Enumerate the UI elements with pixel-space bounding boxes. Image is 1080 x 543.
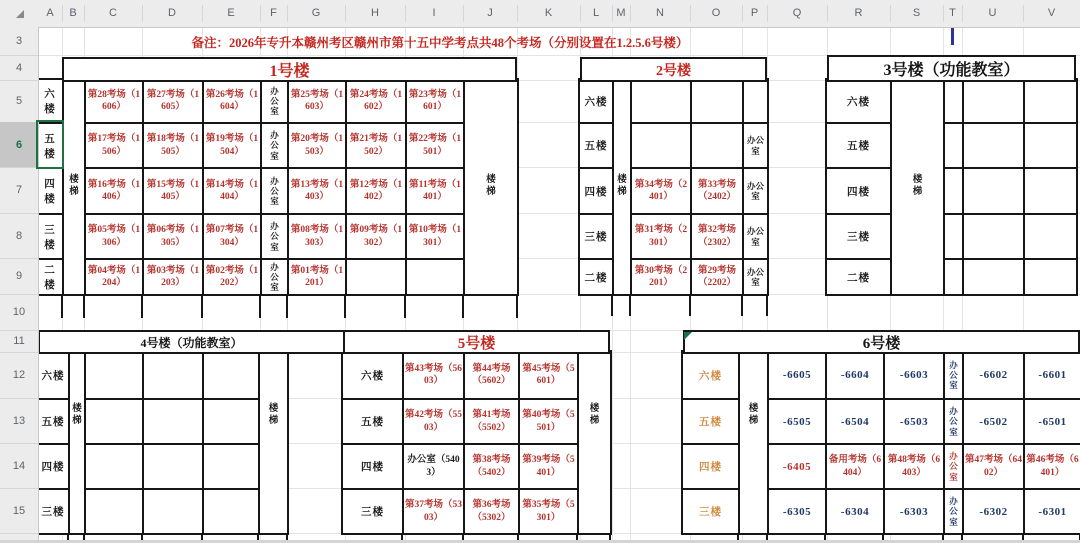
row-header-8[interactable]: 8 <box>15 229 23 242</box>
floor-label-cell[interactable]: 六楼 <box>41 370 65 382</box>
column-header-separator <box>580 5 581 22</box>
stair-cell[interactable] <box>577 352 610 533</box>
exam-room-cell[interactable]: 第01考场（1201） <box>287 258 345 294</box>
office-cell-text: 办公室 <box>949 451 958 482</box>
exam-room-cell[interactable]: 第40考场（5501） <box>518 398 577 443</box>
empty-cell[interactable] <box>1023 80 1076 122</box>
building-6-title[interactable]: 6号楼 <box>683 330 1080 354</box>
room-number-cell[interactable]: -6603 <box>883 352 943 398</box>
empty-cell[interactable] <box>202 443 258 488</box>
exam-room-cell[interactable]: 第32考场（2302） <box>690 213 742 258</box>
office-cell-text: 办公室 <box>949 359 958 391</box>
table-stub-line <box>942 533 944 540</box>
exam-room-cell[interactable]: 第16考场（1406） <box>84 167 142 213</box>
building-3-title[interactable]: 3号楼（功能教室） <box>827 55 1076 82</box>
row-header-14[interactable]: 14 <box>12 459 26 472</box>
column-header-separator <box>142 5 143 22</box>
column-header-Q[interactable]: Q <box>792 7 802 19</box>
column-header-K[interactable]: K <box>544 7 553 19</box>
room-number-cell[interactable]: -6501 <box>1023 398 1080 443</box>
room-number-cell[interactable]: -6602 <box>962 352 1023 398</box>
table-stub-line <box>404 294 406 318</box>
column-header-separator <box>84 5 85 22</box>
column-header-T[interactable]: T <box>949 7 956 19</box>
floor-label-cell[interactable]: 四楼 <box>38 167 62 213</box>
table-stub-line <box>286 533 288 540</box>
table-stub-line <box>257 533 259 540</box>
empty-cell[interactable] <box>405 258 463 294</box>
empty-cell[interactable] <box>84 352 142 398</box>
office-cell[interactable]: 办公室（5403） <box>402 443 463 488</box>
room-number-cell[interactable]: -6502 <box>962 398 1023 443</box>
column-header-O[interactable]: O <box>711 7 721 19</box>
building-5-title[interactable]: 5号楼 <box>343 330 610 354</box>
table-stub-line <box>824 533 826 540</box>
table-stub-line <box>344 294 346 318</box>
exam-room-cell[interactable]: 第48考场（6403） <box>883 443 943 488</box>
column-header-M[interactable]: M <box>616 7 626 19</box>
empty-cell[interactable] <box>962 122 1023 167</box>
stair-cell-text: 楼梯 <box>69 175 79 197</box>
stair-cell[interactable] <box>258 352 287 533</box>
exam-room-cell[interactable]: 第14考场（1404） <box>202 167 260 213</box>
table-stub-line <box>141 533 143 540</box>
exam-room-cell[interactable]: 第23考场（1601） <box>405 80 463 122</box>
table-stub-line <box>1022 533 1024 540</box>
column-header-strip <box>0 0 1080 28</box>
empty-cell[interactable] <box>84 443 142 488</box>
table-stub-line <box>201 294 203 318</box>
building-4-title[interactable]: 4号楼（功能教室） <box>38 330 345 354</box>
column-header-P[interactable]: P <box>750 7 759 19</box>
column-header-separator <box>517 5 518 22</box>
empty-cell[interactable] <box>1023 167 1076 213</box>
row-header-13[interactable]: 13 <box>12 414 26 427</box>
floor-label-cell[interactable]: 四楼 <box>38 443 68 488</box>
row-header-separator <box>0 55 38 56</box>
table-stub-line <box>961 533 963 540</box>
office-cell[interactable] <box>943 488 962 533</box>
exam-room-cell[interactable]: 备用考场（6404） <box>825 443 883 488</box>
row-header-separator <box>0 533 38 534</box>
empty-cell[interactable] <box>962 80 1023 122</box>
empty-cell[interactable] <box>943 80 962 122</box>
floor-label-cell[interactable]: 五楼 <box>343 398 402 443</box>
office-cell[interactable] <box>943 352 962 398</box>
row-header-separator <box>0 443 38 444</box>
exam-room-cell[interactable]: 第05考场（1306） <box>84 213 142 258</box>
floor-label-cell[interactable]: 二楼 <box>580 258 612 294</box>
column-header-I[interactable]: I <box>432 7 436 19</box>
row-header-strip <box>0 27 39 543</box>
column-header-separator <box>202 5 203 22</box>
office-cell-text: 办公室 <box>949 406 958 437</box>
room-number-cell[interactable]: -6304 <box>825 488 883 533</box>
column-header-L[interactable]: L <box>592 7 600 19</box>
office-cell[interactable]: 办公室 <box>742 167 767 213</box>
building-6-table <box>681 350 1080 535</box>
empty-cell[interactable] <box>142 398 202 443</box>
exam-room-cell[interactable]: 第43考场（5603） <box>402 352 463 398</box>
exam-room-cell[interactable]: 第33考场（2402） <box>690 167 742 213</box>
row-header-7[interactable]: 7 <box>15 184 23 196</box>
stair-cell-text: 楼梯 <box>912 175 923 197</box>
office-cell[interactable]: 办公室 <box>742 258 767 294</box>
column-header-separator <box>630 5 631 22</box>
floor-label-cell[interactable]: 三楼 <box>580 213 612 258</box>
column-header-J[interactable]: J <box>487 7 493 19</box>
exam-room-cell[interactable]: 第29考场（2202） <box>690 258 742 294</box>
column-header-D[interactable]: D <box>168 7 176 19</box>
room-number-cell[interactable]: -6505 <box>767 398 825 443</box>
floor-label-cell[interactable]: 四楼 <box>827 167 890 213</box>
floor-label-cell[interactable]: 五楼 <box>38 398 68 443</box>
stair-cell-text: 楼梯 <box>268 404 279 426</box>
table-stub-line <box>611 294 613 316</box>
floor-label-cell[interactable]: 二楼 <box>38 258 62 294</box>
table-stub-line <box>576 533 578 540</box>
room-number-cell[interactable]: -6301 <box>1023 488 1080 533</box>
floor-label-cell[interactable]: 六楼 <box>699 370 722 382</box>
column-header-separator <box>690 5 691 22</box>
row-header-5[interactable]: 5 <box>15 95 23 107</box>
floor-label-cell[interactable]: 四楼 <box>683 443 738 488</box>
floor-label-cell[interactable]: 四楼 <box>580 167 612 213</box>
empty-cell[interactable] <box>630 80 690 122</box>
row-header-separator <box>0 488 38 489</box>
room-number-cell[interactable]: -6601 <box>1023 352 1080 398</box>
table-stub-line <box>201 533 203 540</box>
empty-cell[interactable] <box>1023 213 1076 258</box>
row-header-separator <box>0 352 38 353</box>
floor-label-cell[interactable]: 五楼 <box>827 122 890 167</box>
exam-room-cell[interactable]: 第42考场（5503） <box>402 398 463 443</box>
exam-room-cell[interactable]: 第35考场（5301） <box>518 488 577 533</box>
column-header-separator <box>767 5 768 22</box>
exam-room-cell[interactable]: 第37考场（5303） <box>402 488 463 533</box>
floor-label-cell[interactable]: 三楼 <box>38 213 62 258</box>
exam-room-cell[interactable]: 第39考场（5401） <box>518 443 577 488</box>
empty-cell[interactable] <box>943 213 962 258</box>
table-stub-line <box>609 533 611 540</box>
exam-room-cell[interactable]: 第44考场（5602） <box>463 352 518 398</box>
table-stub-line <box>83 533 85 540</box>
floor-label-cell[interactable]: 六楼 <box>44 89 56 115</box>
exam-room-cell[interactable]: 第30考场（2201） <box>630 258 690 294</box>
empty-cell[interactable] <box>962 167 1023 213</box>
exam-note: 备注：2026年专升本赣州考区赣州市第十五中学考点共48个考场（分别设置在1.2.5.6号楼） <box>191 36 689 50</box>
column-header-H[interactable]: H <box>371 7 379 19</box>
stair-cell-text: 楼梯 <box>748 404 759 426</box>
column-header-separator <box>742 5 743 22</box>
table-stub-line <box>741 294 743 316</box>
floor-label-cell[interactable]: 六楼 <box>584 96 608 108</box>
exam-room-cell[interactable]: 第08考场（1303） <box>287 213 345 258</box>
empty-cell[interactable] <box>202 352 258 398</box>
building-2-title[interactable]: 2号楼 <box>580 57 767 82</box>
column-header-V[interactable]: V <box>1047 7 1056 19</box>
exam-room-cell[interactable]: 第12考场（1402） <box>345 167 405 213</box>
column-header-R[interactable]: R <box>854 7 863 19</box>
stair-cell[interactable] <box>62 80 84 294</box>
exam-room-cell[interactable]: 第31考场（2301） <box>630 213 690 258</box>
empty-cell[interactable] <box>202 488 258 533</box>
room-number-cell[interactable]: -6405 <box>767 443 825 488</box>
row-header-separator <box>0 294 38 295</box>
exam-room-cell[interactable]: 第27考场（1605） <box>142 80 202 122</box>
table-stub-line <box>259 294 261 318</box>
column-header-U[interactable]: U <box>988 7 997 19</box>
column-header-separator <box>612 5 613 22</box>
row-header-11[interactable]: 11 <box>13 335 25 347</box>
exam-room-cell[interactable]: 第03考场（1203） <box>142 258 202 294</box>
empty-cell[interactable] <box>202 398 258 443</box>
column-header-separator <box>943 5 944 22</box>
stair-cell[interactable] <box>890 80 943 294</box>
building-1-table <box>36 78 519 296</box>
empty-cell[interactable] <box>84 488 142 533</box>
office-cell[interactable] <box>260 80 287 122</box>
row-header-6[interactable]: 6 <box>0 122 38 167</box>
building-2-table <box>578 78 769 296</box>
empty-cell[interactable] <box>943 167 962 213</box>
empty-cell[interactable] <box>142 352 202 398</box>
room-number-cell[interactable]: -6305 <box>767 488 825 533</box>
table-stub-line <box>61 294 63 318</box>
empty-cell[interactable] <box>630 122 690 167</box>
column-header-C[interactable]: C <box>109 7 117 19</box>
row-header-separator <box>0 167 38 168</box>
floor-label-cell[interactable]: 六楼 <box>361 370 384 382</box>
row-header-12[interactable]: 12 <box>12 369 26 381</box>
exam-room-cell[interactable]: 第04考场（1204） <box>84 258 142 294</box>
empty-cell[interactable] <box>1023 122 1076 167</box>
exam-room-cell[interactable]: 第26考场（1604） <box>202 80 260 122</box>
empty-cell[interactable] <box>690 122 742 167</box>
table-stub-line <box>629 294 631 316</box>
row-header-separator <box>0 80 38 81</box>
exam-room-cell[interactable]: 第25考场（1603） <box>287 80 345 122</box>
office-cell-text: 办公室 <box>270 85 279 117</box>
column-header-separator <box>890 5 891 22</box>
exam-room-cell[interactable]: 第02考场（1202） <box>202 258 260 294</box>
floor-label-cell[interactable]: 三楼 <box>343 488 402 533</box>
stair-cell[interactable] <box>68 352 84 533</box>
office-cell[interactable] <box>260 213 287 258</box>
column-header-separator <box>1023 5 1024 22</box>
floor-label-cell[interactable]: 三楼 <box>683 488 738 533</box>
exam-room-cell[interactable]: 第47考场（6402） <box>962 443 1023 488</box>
cell-comment-marker-icon <box>684 332 692 340</box>
office-cell[interactable] <box>260 122 287 167</box>
empty-cell[interactable] <box>1023 258 1076 294</box>
table-stub-line <box>141 294 143 318</box>
table-stub-line <box>401 533 403 540</box>
exam-room-cell[interactable]: 第15考场（1405） <box>142 167 202 213</box>
exam-room-cell[interactable]: 第21考场（1502） <box>345 122 405 167</box>
exam-room-cell[interactable]: 第36考场（5302） <box>463 488 518 533</box>
stair-cell[interactable] <box>463 80 517 294</box>
column-header-E[interactable]: E <box>227 7 235 19</box>
row-header-separator <box>0 398 38 399</box>
table-stub-line <box>689 294 691 316</box>
column-header-B[interactable]: B <box>69 7 77 19</box>
column-header-F[interactable]: F <box>270 7 277 19</box>
table-stub-line <box>83 294 85 318</box>
exam-room-cell[interactable]: 第20考场（1503） <box>287 122 345 167</box>
column-header-separator <box>62 5 63 22</box>
office-cell-text: 办公室 <box>270 130 279 161</box>
office-cell[interactable] <box>260 258 287 294</box>
column-header-separator <box>827 5 828 22</box>
table-stub-line <box>516 294 518 318</box>
room-number-cell[interactable]: -6504 <box>825 398 883 443</box>
room-number-cell[interactable]: -6303 <box>883 488 943 533</box>
table-stub-line <box>286 294 288 318</box>
stair-cell-text: 楼梯 <box>486 175 496 197</box>
stair-cell-text: 楼梯 <box>617 175 627 197</box>
row-header-15[interactable]: 15 <box>12 504 26 517</box>
exam-room-cell[interactable]: 第17考场（1506） <box>84 122 142 167</box>
exam-room-cell[interactable]: 第41考场（5502） <box>463 398 518 443</box>
floor-label-cell[interactable]: 三楼 <box>38 488 68 533</box>
office-cell-text: 办公室 <box>270 261 279 293</box>
building-5-table <box>341 350 612 535</box>
table-stub-line <box>766 294 768 316</box>
office-cell-text: 办公室 <box>949 496 958 527</box>
stair-cell-text: 楼梯 <box>589 404 600 426</box>
empty-cell[interactable] <box>84 398 142 443</box>
floor-label-cell[interactable]: 四楼 <box>343 443 402 488</box>
empty-cell[interactable] <box>142 443 202 488</box>
empty-cell[interactable] <box>943 122 962 167</box>
column-header-N[interactable]: N <box>656 7 664 19</box>
exam-room-cell[interactable]: 第07考场（1304） <box>202 213 260 258</box>
table-stub-line <box>462 294 464 318</box>
floor-label-cell[interactable]: 六楼 <box>847 96 870 108</box>
table-stub-line <box>67 533 69 540</box>
empty-cell[interactable] <box>742 80 767 122</box>
exam-room-cell[interactable]: 第10考场（1301） <box>405 213 463 258</box>
row-header-9[interactable]: 9 <box>15 270 23 282</box>
stair-cell[interactable] <box>738 352 767 533</box>
exam-room-cell[interactable]: 第09考场（1302） <box>345 213 405 258</box>
exam-room-cell[interactable]: 第11考场（1401） <box>405 167 463 213</box>
room-number-cell[interactable]: -6503 <box>883 398 943 443</box>
table-stub-line <box>462 533 464 540</box>
exam-room-cell[interactable]: 第19考场（1504） <box>202 122 260 167</box>
floor-label-cell[interactable]: 五楼 <box>683 398 738 443</box>
column-header-separator <box>463 5 464 22</box>
floor-label-cell[interactable]: 五楼 <box>580 122 612 167</box>
floor-label-cell[interactable]: 五楼 <box>38 122 62 167</box>
building-4-table <box>36 350 289 535</box>
empty-cell[interactable] <box>142 488 202 533</box>
row-header-10[interactable]: 10 <box>12 306 26 318</box>
column-header-separator <box>260 5 261 22</box>
empty-cell[interactable] <box>962 213 1023 258</box>
column-header-G[interactable]: G <box>311 7 321 19</box>
exam-room-cell[interactable]: 第28考场（1606） <box>84 80 142 122</box>
row-header-separator <box>0 330 38 331</box>
row-header-3[interactable]: 3 <box>15 35 23 47</box>
office-cell-text: 办公室 <box>270 175 279 207</box>
office-cell[interactable] <box>943 398 962 443</box>
office-cell[interactable]: 办公室 <box>742 213 767 258</box>
exam-room-cell[interactable]: 第45考场（5601） <box>518 352 577 398</box>
stair-cell[interactable] <box>612 80 630 294</box>
building-3-table <box>825 78 1078 296</box>
column-header-separator <box>345 5 346 22</box>
floor-label-cell[interactable]: 三楼 <box>827 213 890 258</box>
office-cell[interactable] <box>943 443 962 488</box>
office-cell[interactable] <box>260 167 287 213</box>
office-cell-text: 办公室 <box>270 221 279 252</box>
table-stub-line <box>882 533 884 540</box>
exam-room-cell[interactable]: 第18考场（1505） <box>142 122 202 167</box>
select-all-icon[interactable] <box>16 10 24 18</box>
exam-room-cell[interactable]: 第46考场（6401） <box>1023 443 1080 488</box>
empty-cell[interactable] <box>345 258 405 294</box>
column-header-separator <box>287 5 288 22</box>
empty-cell[interactable] <box>962 258 1023 294</box>
column-header-separator <box>962 5 963 22</box>
exam-room-cell[interactable]: 第22考场（1501） <box>405 122 463 167</box>
room-number-cell[interactable]: -6302 <box>962 488 1023 533</box>
building-1-title[interactable]: 1号楼 <box>62 57 517 82</box>
empty-cell[interactable] <box>943 258 962 294</box>
cell-cursor <box>951 28 954 45</box>
column-header-S[interactable]: S <box>912 7 921 19</box>
room-number-cell[interactable]: -6605 <box>767 352 825 398</box>
exam-room-cell[interactable]: 第34考场（2401） <box>630 167 690 213</box>
exam-room-cell[interactable]: 第13考场（1403） <box>287 167 345 213</box>
table-stub-line <box>517 533 519 540</box>
row-header-4[interactable]: 4 <box>15 61 23 74</box>
floor-label-cell[interactable]: 二楼 <box>827 258 890 294</box>
table-stub-line <box>766 533 768 540</box>
office-cell[interactable]: 办公室 <box>742 122 767 167</box>
table-stub-line <box>737 533 739 540</box>
exam-room-cell[interactable]: 第38考场（5402） <box>463 443 518 488</box>
row-header-separator <box>0 258 38 259</box>
exam-room-cell[interactable]: 第24考场（1602） <box>345 80 405 122</box>
row-header-separator <box>0 213 38 214</box>
stair-cell-text: 楼梯 <box>72 404 82 426</box>
column-header-A[interactable]: A <box>46 7 54 19</box>
column-header-separator <box>405 5 406 22</box>
empty-cell[interactable] <box>690 80 742 122</box>
room-number-cell[interactable]: -6604 <box>825 352 883 398</box>
exam-room-cell[interactable]: 第06考场（1305） <box>142 213 202 258</box>
